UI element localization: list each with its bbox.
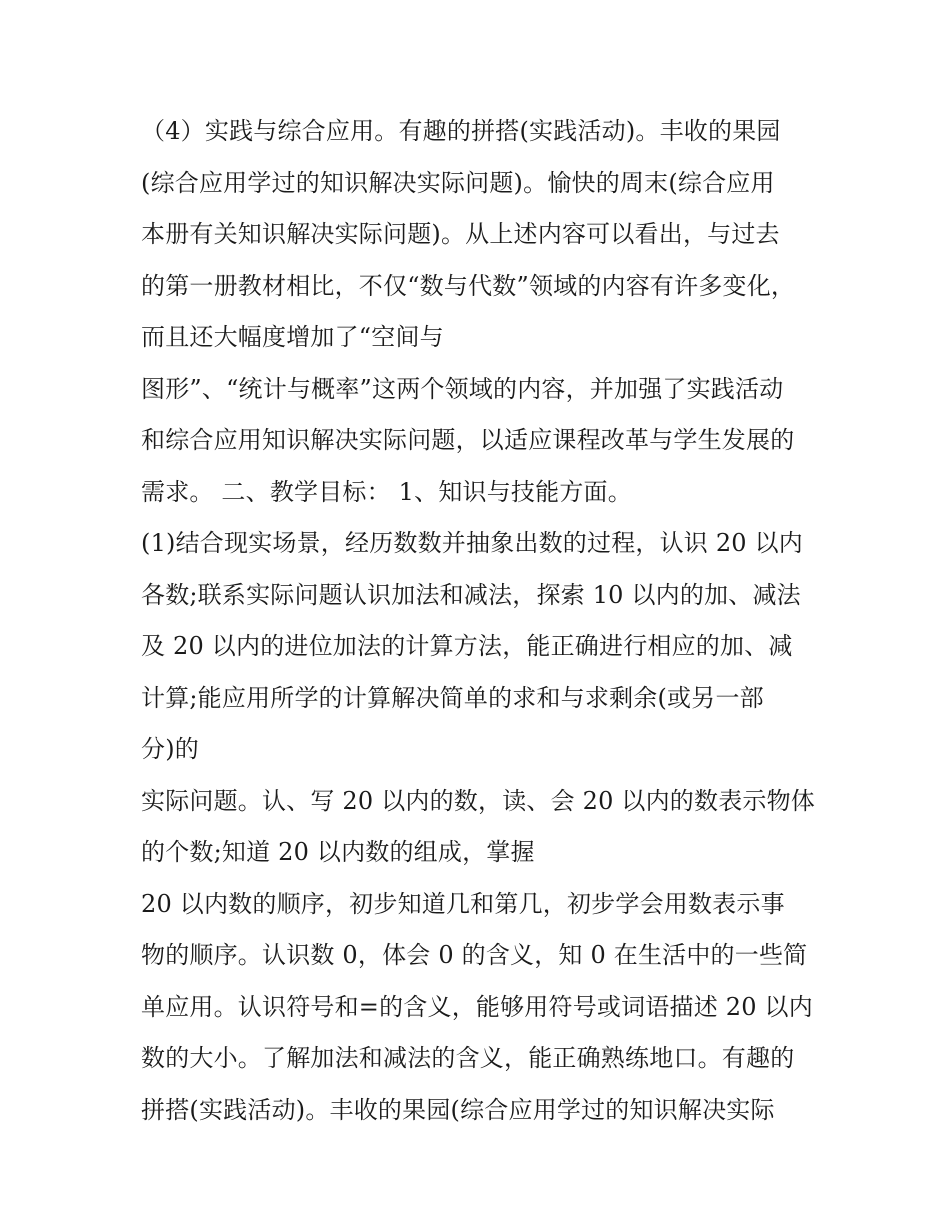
- text-line: 本册有关知识解决实际问题)。从上述内容可以看出，与过去: [141, 220, 780, 248]
- document-body: [141, 106, 831, 1136]
- text-line: (1)结合现实场景，经历数数并抽象出数的过程，认识 20 以内: [141, 529, 803, 557]
- text-line: 数的大小。了解加法和减法的含义，能正确熟练地口。有趣的: [141, 1044, 795, 1072]
- text-line: 而且还大幅度增加了“空间与: [141, 323, 444, 351]
- text-line: 的第一册教材相比，不仅“数与代数”领域的内容有许多变化，: [141, 271, 796, 300]
- text-line: （4）实践与综合应用。有趣的拼搭(实践活动)。丰收的果园: [141, 117, 781, 145]
- text-line: 需求。 二、教学目标： 1、知识与技能方面。: [141, 477, 632, 506]
- text-line: 20 以内数的顺序，初步知道几和第几，初步学会用数表示事: [141, 889, 785, 918]
- text-line: 拼搭(实践活动)。丰收的果园(综合应用学过的知识解决实际: [141, 1095, 775, 1124]
- text-line: 单应用。认识符号和=的含义，能够用符号或词语描述 20 以内: [141, 992, 813, 1021]
- text-line: 物的顺序。认识数 0，体会 0 的含义，知 0 在生活中的一些简: [141, 941, 808, 969]
- text-line: 实际问题。认、写 20 以内的数，读、会 20 以内的数表示物体: [141, 786, 815, 815]
- text-line: 各数;联系实际问题认识加法和减法，探索 10 以内的加、减法: [141, 580, 801, 609]
- text-line: 分)的: [141, 735, 199, 763]
- text-line: 的个数;知道 20 以内数的组成，掌握: [141, 838, 535, 866]
- text-line: (综合应用学过的知识解决实际问题)。愉快的周末(综合应用: [141, 168, 775, 197]
- text-line: 及 20 以内的进位加法的计算方法，能正确进行相应的加、减: [141, 632, 793, 660]
- text-line: 计算;能应用所学的计算解决简单的求和与求剩余(或另一部: [141, 683, 764, 712]
- text-line: 和综合应用知识解决实际问题，以适应课程改革与学生发展的: [141, 426, 795, 454]
- text-line: 图形”、“统计与概率”这两个领域的内容，并加强了实践活动: [141, 374, 784, 403]
